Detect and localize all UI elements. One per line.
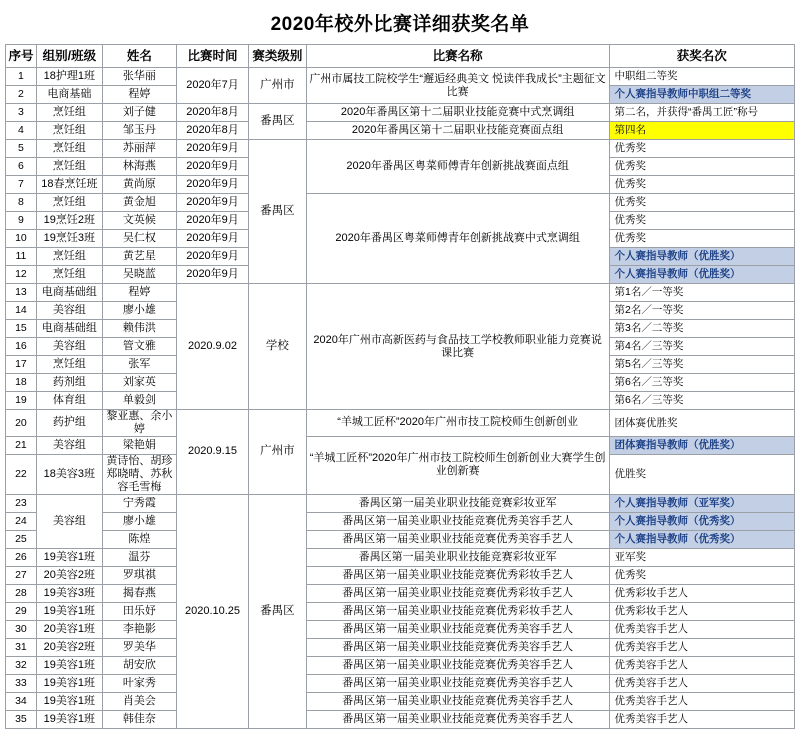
cell-name: 苏丽萍 <box>102 140 176 158</box>
cell-no: 32 <box>6 656 37 674</box>
cell-name: 管文雅 <box>102 338 176 356</box>
cell-date: 2020年9月 <box>176 248 248 266</box>
cell-award: 第3名／二等奖 <box>609 320 794 338</box>
table-row <box>6 602 795 620</box>
cell-award: 优秀奖 <box>609 140 794 158</box>
cell-event: 番禺区第一届美业职业技能竞赛优秀美容手艺人 <box>306 710 609 728</box>
cell-group: 19美容1班 <box>36 548 102 566</box>
column-header-group: 组别/班级 <box>36 45 102 68</box>
cell-award: 第6名／三等奖 <box>609 374 794 392</box>
cell-group: 药剂组 <box>36 374 102 392</box>
cell-group: 烹饪组 <box>36 122 102 140</box>
table-row <box>6 104 795 122</box>
cell-event: 2020年广州市高新医药与食品技工学校教师职业能力竞赛说课比赛 <box>306 284 609 410</box>
cell-no: 7 <box>6 176 37 194</box>
cell-award: 优秀奖 <box>609 158 794 176</box>
cell-event: “羊城工匠杯”2020年广州市技工院校师生创新创业大赛学生创业创新赛 <box>306 436 609 494</box>
cell-group: 烹饪组 <box>36 356 102 374</box>
cell-no: 34 <box>6 692 37 710</box>
cell-award: 个人赛指导教师中职组二等奖 <box>609 86 794 104</box>
cell-group: 19美容1班 <box>36 602 102 620</box>
cell-no: 22 <box>6 454 37 494</box>
cell-date: 2020.10.25 <box>176 494 248 728</box>
cell-name: 黄尚原 <box>102 176 176 194</box>
cell-no: 31 <box>6 638 37 656</box>
cell-no: 28 <box>6 584 37 602</box>
cell-name: 陈煌 <box>102 530 176 548</box>
cell-name: 程婷 <box>102 284 176 302</box>
cell-group: 19烹饪2班 <box>36 212 102 230</box>
cell-no: 30 <box>6 620 37 638</box>
cell-no: 26 <box>6 548 37 566</box>
cell-date: 2020年7月 <box>176 68 248 104</box>
cell-award: 优秀美容手艺人 <box>609 620 794 638</box>
cell-event: “羊城工匠杯”2020年广州市技工院校师生创新创业 <box>306 410 609 437</box>
cell-name: 叶家秀 <box>102 674 176 692</box>
cell-group: 18美容3班 <box>36 454 102 494</box>
cell-no: 29 <box>6 602 37 620</box>
cell-name: 李艳影 <box>102 620 176 638</box>
cell-award: 优秀彩妆手艺人 <box>609 602 794 620</box>
cell-group: 20美容2班 <box>36 638 102 656</box>
table-row <box>6 494 795 512</box>
table-row <box>6 548 795 566</box>
cell-name: 张华丽 <box>102 68 176 86</box>
table-row <box>6 140 795 158</box>
cell-no: 21 <box>6 436 37 454</box>
cell-no: 4 <box>6 122 37 140</box>
table-row <box>6 512 795 530</box>
cell-award: 个人赛指导教师（优秀奖） <box>609 512 794 530</box>
cell-award: 优秀奖 <box>609 230 794 248</box>
cell-group: 19美容3班 <box>36 584 102 602</box>
cell-award: 第1名／一等奖 <box>609 284 794 302</box>
cell-no: 23 <box>6 494 37 512</box>
cell-no: 2 <box>6 86 37 104</box>
cell-name: 肖美会 <box>102 692 176 710</box>
cell-award: 个人赛指导教师（优胜奖） <box>609 266 794 284</box>
cell-no: 8 <box>6 194 37 212</box>
cell-event: 番禺区第一届美业职业技能竞赛优秀美容手艺人 <box>306 620 609 638</box>
cell-award: 优秀美容手艺人 <box>609 638 794 656</box>
cell-date: 2020年9月 <box>176 266 248 284</box>
cell-no: 17 <box>6 356 37 374</box>
column-header-event: 比赛名称 <box>306 45 609 68</box>
cell-name: 黎亚惠、余小婷 <box>102 410 176 437</box>
cell-event: 广州市属技工院校学生“邂逅经典美文 悦读伴我成长”主题征文比赛 <box>306 68 609 104</box>
cell-award: 亚军奖 <box>609 548 794 566</box>
cell-date: 2020.9.15 <box>176 410 248 495</box>
cell-group: 19美容1班 <box>36 692 102 710</box>
cell-date: 2020年9月 <box>176 158 248 176</box>
cell-group: 电商基础 <box>36 86 102 104</box>
cell-date: 2020年9月 <box>176 194 248 212</box>
cell-group: 电商基础组 <box>36 284 102 302</box>
cell-level: 番禺区 <box>249 494 307 728</box>
table-row <box>6 284 795 302</box>
column-header-no: 序号 <box>6 45 37 68</box>
cell-no: 27 <box>6 566 37 584</box>
cell-no: 24 <box>6 512 37 530</box>
cell-no: 15 <box>6 320 37 338</box>
cell-award: 第二名，并获得“番禺工匠”称号 <box>609 104 794 122</box>
cell-no: 16 <box>6 338 37 356</box>
cell-level: 番禺区 <box>249 140 307 284</box>
cell-award: 团体赛优胜奖 <box>609 410 794 437</box>
cell-no: 10 <box>6 230 37 248</box>
cell-date: 2020年9月 <box>176 230 248 248</box>
table-row <box>6 656 795 674</box>
cell-event: 番禺区第一届美业职业技能竞赛优秀美容手艺人 <box>306 512 609 530</box>
cell-name: 单毅剑 <box>102 392 176 410</box>
cell-award: 优秀奖 <box>609 194 794 212</box>
cell-no: 9 <box>6 212 37 230</box>
awards-table <box>5 44 795 729</box>
column-header-date: 比赛时间 <box>176 45 248 68</box>
cell-award: 优胜奖 <box>609 454 794 494</box>
cell-event: 2020年番禺区第十二届职业技能竞赛中式烹调组 <box>306 104 609 122</box>
cell-award: 优秀美容手艺人 <box>609 674 794 692</box>
cell-name: 韩佳奈 <box>102 710 176 728</box>
cell-event: 番禺区第一届美业职业技能竞赛优秀美容手艺人 <box>306 530 609 548</box>
cell-name: 胡安欣 <box>102 656 176 674</box>
column-header-name: 姓名 <box>102 45 176 68</box>
cell-event: 2020年番禺区粤菜师傅青年创新挑战赛面点组 <box>306 140 609 194</box>
cell-event: 番禺区第一届美业职业技能竞赛优秀彩妆手艺人 <box>306 602 609 620</box>
cell-group: 18护理1班 <box>36 68 102 86</box>
cell-award: 优秀美容手艺人 <box>609 710 794 728</box>
cell-name: 黄艺星 <box>102 248 176 266</box>
cell-group: 19美容1班 <box>36 710 102 728</box>
cell-level: 广州市 <box>249 68 307 104</box>
cell-name: 罗美华 <box>102 638 176 656</box>
cell-group: 药护组 <box>36 410 102 437</box>
cell-level: 学校 <box>249 284 307 410</box>
cell-no: 3 <box>6 104 37 122</box>
cell-group: 烹饪组 <box>36 104 102 122</box>
cell-no: 11 <box>6 248 37 266</box>
cell-group: 20美容2班 <box>36 566 102 584</box>
cell-group: 烹饪组 <box>36 158 102 176</box>
cell-group: 美容组 <box>36 494 102 548</box>
column-header-award: 获奖名次 <box>609 45 794 68</box>
cell-name: 赖伟洪 <box>102 320 176 338</box>
table-row <box>6 68 795 86</box>
cell-event: 番禺区第一届美业职业技能竞赛优秀美容手艺人 <box>306 638 609 656</box>
cell-group: 体育组 <box>36 392 102 410</box>
cell-no: 18 <box>6 374 37 392</box>
cell-date: 2020年8月 <box>176 122 248 140</box>
cell-name: 黄金旭 <box>102 194 176 212</box>
cell-award: 第5名／三等奖 <box>609 356 794 374</box>
table-row <box>6 194 795 212</box>
cell-award: 优秀奖 <box>609 566 794 584</box>
cell-date: 2020年9月 <box>176 176 248 194</box>
cell-no: 6 <box>6 158 37 176</box>
cell-no: 19 <box>6 392 37 410</box>
cell-date: 2020年9月 <box>176 140 248 158</box>
cell-group: 烹饪组 <box>36 140 102 158</box>
cell-group: 20美容1班 <box>36 620 102 638</box>
cell-name: 梁艳娟 <box>102 436 176 454</box>
cell-date: 2020年9月 <box>176 212 248 230</box>
cell-group: 烹饪组 <box>36 266 102 284</box>
cell-group: 美容组 <box>36 436 102 454</box>
cell-name: 吴晓蓝 <box>102 266 176 284</box>
cell-award: 个人赛指导教师（优胜奖） <box>609 248 794 266</box>
cell-name: 揭春燕 <box>102 584 176 602</box>
cell-award: 第6名／三等奖 <box>609 392 794 410</box>
cell-date: 2020.9.02 <box>176 284 248 410</box>
table-row <box>6 584 795 602</box>
cell-award: 优秀奖 <box>609 176 794 194</box>
cell-award: 优秀美容手艺人 <box>609 692 794 710</box>
cell-no: 35 <box>6 710 37 728</box>
cell-name: 田乐妤 <box>102 602 176 620</box>
table-row <box>6 410 795 437</box>
cell-event: 番禺区第一届美业职业技能竞赛优秀美容手艺人 <box>306 692 609 710</box>
cell-no: 5 <box>6 140 37 158</box>
page-title: 2020年校外比赛详细获奖名单 <box>270 14 530 35</box>
cell-group: 19美容1班 <box>36 674 102 692</box>
table-row <box>6 692 795 710</box>
cell-name: 林海燕 <box>102 158 176 176</box>
table-row <box>6 122 795 140</box>
cell-no: 14 <box>6 302 37 320</box>
cell-name: 黄诗怡、胡珍郑晓晴、苏秋容毛雪梅 <box>102 454 176 494</box>
cell-award: 个人赛指导教师（优秀奖） <box>609 530 794 548</box>
cell-name: 文英候 <box>102 212 176 230</box>
cell-group: 美容组 <box>36 338 102 356</box>
cell-name: 廖小雄 <box>102 302 176 320</box>
cell-name: 廖小雄 <box>102 512 176 530</box>
column-header-level: 赛类级别 <box>249 45 307 68</box>
cell-name: 程婷 <box>102 86 176 104</box>
cell-no: 25 <box>6 530 37 548</box>
cell-level: 广州市 <box>249 410 307 495</box>
cell-no: 1 <box>6 68 37 86</box>
cell-no: 33 <box>6 674 37 692</box>
cell-award: 第4名／三等奖 <box>609 338 794 356</box>
cell-award: 个人赛指导教师（亚军奖） <box>609 494 794 512</box>
cell-award: 优秀彩妆手艺人 <box>609 584 794 602</box>
table-row <box>6 566 795 584</box>
cell-event: 2020年番禺区粤菜师傅青年创新挑战赛中式烹调组 <box>306 194 609 284</box>
cell-award: 第2名／一等奖 <box>609 302 794 320</box>
table-row <box>6 620 795 638</box>
cell-event: 番禺区第一届美业职业技能竞赛优秀美容手艺人 <box>306 656 609 674</box>
cell-no: 13 <box>6 284 37 302</box>
cell-event: 番禺区第一届美业职业技能竞赛优秀美容手艺人 <box>306 674 609 692</box>
cell-award: 团体赛指导教师（优胜奖） <box>609 436 794 454</box>
table-body <box>6 68 795 729</box>
table-row <box>6 710 795 728</box>
cell-event: 番禺区第一届美业职业技能竞赛彩妆亚军 <box>306 548 609 566</box>
cell-event: 番禺区第一届美业职业技能竞赛优秀彩妆手艺人 <box>306 584 609 602</box>
table-row <box>6 638 795 656</box>
cell-event: 番禺区第一届美业职业技能竞赛彩妆亚军 <box>306 494 609 512</box>
cell-no: 12 <box>6 266 37 284</box>
cell-group: 19美容1班 <box>36 656 102 674</box>
cell-event: 2020年番禺区第十二届职业技能竞赛面点组 <box>306 122 609 140</box>
cell-group: 烹饪组 <box>36 248 102 266</box>
cell-name: 宁秀霞 <box>102 494 176 512</box>
cell-award: 中职组二等奖 <box>609 68 794 86</box>
cell-award: 优秀美容手艺人 <box>609 656 794 674</box>
table-row <box>6 674 795 692</box>
table-row <box>6 436 795 454</box>
cell-award: 第四名 <box>609 122 794 140</box>
cell-name: 邹玉丹 <box>102 122 176 140</box>
cell-group: 电商基础组 <box>36 320 102 338</box>
cell-name: 刘家英 <box>102 374 176 392</box>
cell-level: 番禺区 <box>249 104 307 140</box>
table-row <box>6 530 795 548</box>
cell-name: 吴仁权 <box>102 230 176 248</box>
cell-name: 张军 <box>102 356 176 374</box>
cell-name: 罗琪祺 <box>102 566 176 584</box>
cell-award: 优秀奖 <box>609 212 794 230</box>
cell-group: 18春烹饪班 <box>36 176 102 194</box>
cell-event: 番禺区第一届美业职业技能竞赛优秀彩妆手艺人 <box>306 566 609 584</box>
cell-group: 美容组 <box>36 302 102 320</box>
cell-name: 刘子健 <box>102 104 176 122</box>
cell-name: 温芬 <box>102 548 176 566</box>
cell-no: 20 <box>6 410 37 437</box>
cell-date: 2020年8月 <box>176 104 248 122</box>
cell-group: 烹饪组 <box>36 194 102 212</box>
table-header-row <box>6 45 795 68</box>
cell-group: 19烹饪3班 <box>36 230 102 248</box>
